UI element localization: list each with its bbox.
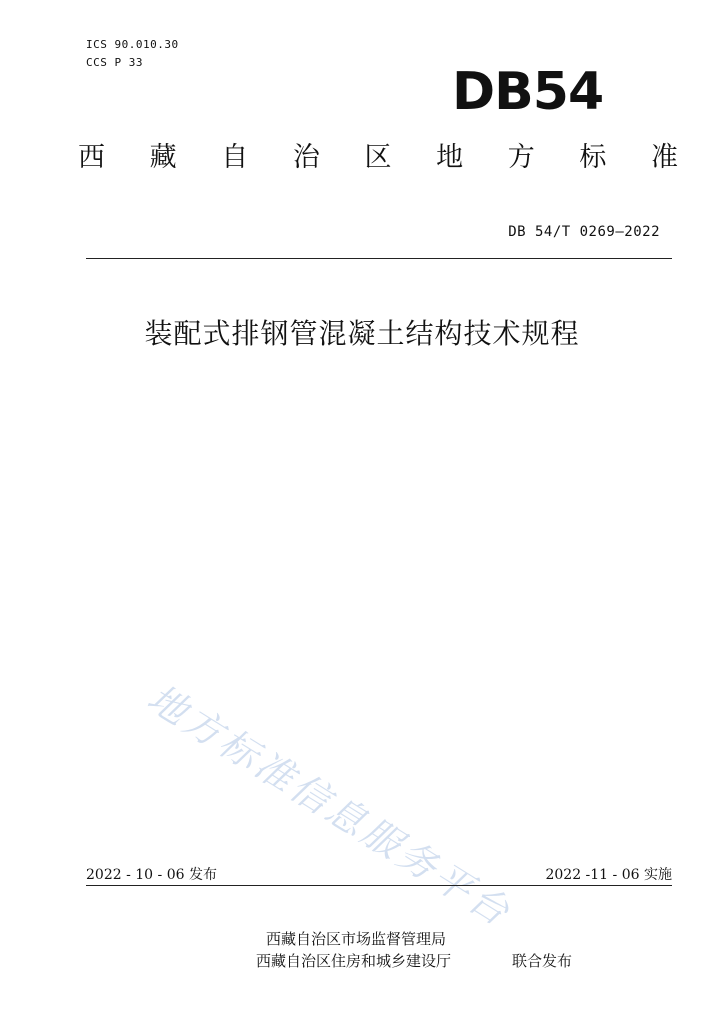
watermark-char: 服 — [353, 809, 411, 868]
issuer-housing-construction: 西藏自治区住房和城乡建设厅 — [256, 952, 452, 970]
watermark-char: 标 — [211, 720, 269, 779]
bottom-divider — [86, 885, 672, 886]
authority-title — [78, 140, 678, 176]
authority-char: 藏 — [149, 142, 177, 173]
standard-number: DB 54/T 0269—2022 — [508, 224, 660, 240]
authority-char: 地 — [436, 142, 464, 173]
authority-char: 标 — [579, 142, 607, 173]
authority-char: 区 — [364, 142, 392, 173]
watermark-char: 务 — [389, 831, 447, 891]
db54-logo: DB54 — [452, 62, 604, 122]
watermark-char: 息 — [318, 786, 376, 846]
watermark-char: 准 — [246, 742, 305, 801]
issuer-market-regulation: 西藏自治区市场监督管理局 — [266, 930, 447, 948]
implementation-date: 2022 -11 - 06 实施 — [545, 867, 672, 883]
joint-release-label: 联合发布 — [512, 952, 573, 970]
watermark-char: 台 — [460, 876, 518, 935]
watermark — [139, 668, 567, 964]
top-divider — [86, 258, 672, 259]
authority-char: 准 — [651, 142, 678, 173]
watermark-char: 平 — [424, 853, 483, 913]
authority-char: 方 — [507, 142, 535, 173]
watermark-char: 方 — [175, 697, 233, 757]
authority-char: 自 — [221, 142, 249, 173]
watermark-char: 地 — [139, 675, 198, 735]
ics-code: ICS 90.010.30 — [86, 38, 179, 51]
authority-char: 西 — [78, 142, 105, 173]
issue-date: 2022 - 10 - 06 发布 — [86, 867, 217, 883]
ccs-code: CCS P 33 — [86, 56, 143, 69]
document-title: 装配式排钢管混凝土结构技术规程 — [144, 317, 580, 350]
authority-char: 治 — [292, 142, 320, 173]
watermark-char: 信 — [282, 764, 340, 824]
